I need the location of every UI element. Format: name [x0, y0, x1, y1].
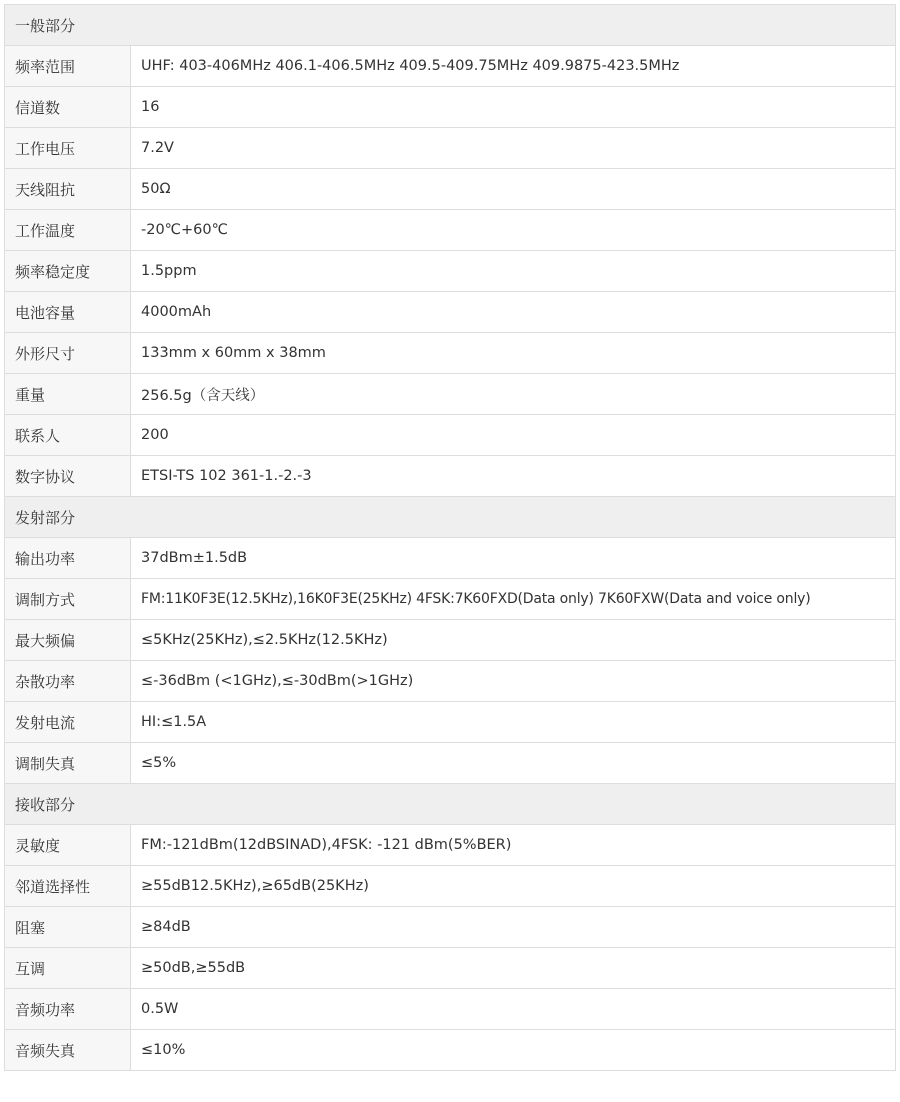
spec-label: 电池容量 — [5, 292, 131, 333]
spec-value: ≤-36dBm (<1GHz),≤-30dBm(>1GHz) — [131, 661, 896, 702]
spec-label: 杂散功率 — [5, 661, 131, 702]
table-row — [5, 415, 896, 456]
spec-value: 16 — [131, 87, 896, 128]
spec-label: 最大频偏 — [5, 620, 131, 661]
spec-value: ≥50dB,≥55dB — [131, 948, 896, 989]
table-row — [5, 743, 896, 784]
spec-value: 50Ω — [131, 169, 896, 210]
spec-value: FM:-121dBm(12dBSINAD),4FSK: -121 dBm(5%BER) — [131, 825, 896, 866]
spec-label: 调制方式 — [5, 579, 131, 620]
spec-label: 频率稳定度 — [5, 251, 131, 292]
table-row — [5, 333, 896, 374]
table-row — [5, 1030, 896, 1071]
spec-label: 外形尺寸 — [5, 333, 131, 374]
section-header-receive — [5, 784, 896, 825]
table-row — [5, 46, 896, 87]
spec-label: 数字协议 — [5, 456, 131, 497]
spec-label: 灵敏度 — [5, 825, 131, 866]
spec-value: 7.2V — [131, 128, 896, 169]
table-row — [5, 620, 896, 661]
table-row — [5, 825, 896, 866]
table-row — [5, 251, 896, 292]
spec-label: 工作电压 — [5, 128, 131, 169]
spec-value: 256.5g（含天线） — [131, 374, 896, 415]
spec-value: ≥55dB12.5KHz),≥65dB(25KHz) — [131, 866, 896, 907]
section-header-transmit — [5, 497, 896, 538]
table-row — [5, 661, 896, 702]
spec-table — [4, 4, 896, 1071]
spec-value: ≤5KHz(25KHz),≤2.5KHz(12.5KHz) — [131, 620, 896, 661]
spec-value: 0.5W — [131, 989, 896, 1030]
spec-value: 200 — [131, 415, 896, 456]
spec-table-body — [5, 5, 896, 1071]
spec-label: 互调 — [5, 948, 131, 989]
spec-label: 工作温度 — [5, 210, 131, 251]
section-title: 一般部分 — [5, 5, 896, 46]
table-row — [5, 169, 896, 210]
spec-value: ≤5% — [131, 743, 896, 784]
table-row — [5, 87, 896, 128]
spec-value: 1.5ppm — [131, 251, 896, 292]
section-title: 发射部分 — [5, 497, 896, 538]
spec-value: ETSI-TS 102 361-1.-2.-3 — [131, 456, 896, 497]
spec-value: HI:≤1.5A — [131, 702, 896, 743]
section-title: 接收部分 — [5, 784, 896, 825]
spec-label: 邻道选择性 — [5, 866, 131, 907]
spec-label: 联系人 — [5, 415, 131, 456]
spec-label: 重量 — [5, 374, 131, 415]
spec-value: ≤10% — [131, 1030, 896, 1071]
spec-label: 频率范围 — [5, 46, 131, 87]
spec-value: 4000mAh — [131, 292, 896, 333]
table-row — [5, 374, 896, 415]
spec-value: -20℃+60℃ — [131, 210, 896, 251]
table-row — [5, 948, 896, 989]
table-row — [5, 866, 896, 907]
table-row — [5, 579, 896, 620]
table-row — [5, 989, 896, 1030]
table-row — [5, 292, 896, 333]
spec-value: 133mm x 60mm x 38mm — [131, 333, 896, 374]
spec-label: 阻塞 — [5, 907, 131, 948]
spec-label: 输出功率 — [5, 538, 131, 579]
spec-value: 37dBm±1.5dB — [131, 538, 896, 579]
spec-label: 音频失真 — [5, 1030, 131, 1071]
spec-label: 天线阻抗 — [5, 169, 131, 210]
table-row — [5, 210, 896, 251]
table-row — [5, 456, 896, 497]
table-row — [5, 128, 896, 169]
spec-label: 调制失真 — [5, 743, 131, 784]
spec-label: 发射电流 — [5, 702, 131, 743]
table-row — [5, 702, 896, 743]
spec-label: 信道数 — [5, 87, 131, 128]
table-row — [5, 907, 896, 948]
table-row — [5, 538, 896, 579]
spec-value: ≥84dB — [131, 907, 896, 948]
section-header-general — [5, 5, 896, 46]
spec-value: UHF: 403-406MHz 406.1-406.5MHz 409.5-409.75MHz 409.9875-423.5MHz — [131, 46, 896, 87]
spec-label: 音频功率 — [5, 989, 131, 1030]
spec-value: FM:11K0F3E(12.5KHz),16K0F3E(25KHz) 4FSK:7K60FXD(Data only) 7K60FXW(Data and voice only) — [131, 579, 896, 620]
